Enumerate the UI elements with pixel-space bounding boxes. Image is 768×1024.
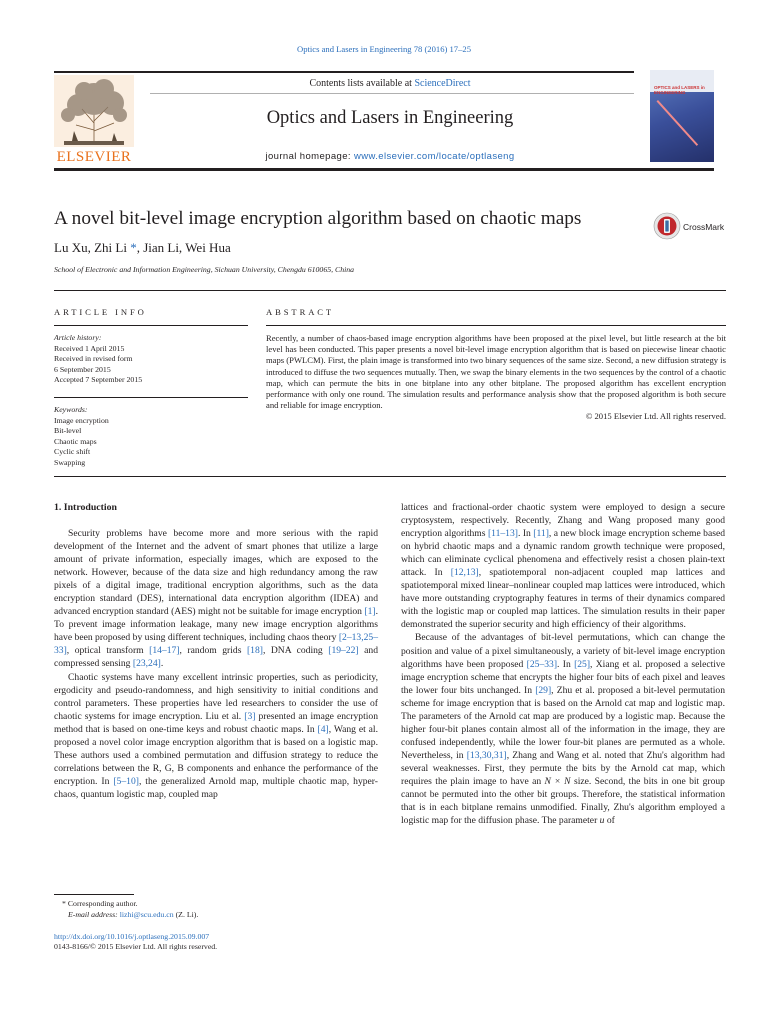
intro-paragraph-1 — [54, 527, 378, 671]
paragraph-text: . In — [517, 528, 534, 540]
email-link[interactable]: lizhi@scu.edu.cn — [119, 909, 174, 919]
introduction-heading: 1. Introduction — [54, 502, 117, 513]
article-history — [54, 333, 248, 386]
email-suffix: (Z. Li). — [173, 909, 199, 919]
cover-title: OPTICS and LASERS in ENGINEERING — [654, 85, 705, 95]
paragraph-text: size. Second, the bits in one bit group cannot be permuted into the other bit groups. Therefore, the statistical information that is in each bitplane remains unmodified. Finally, Zhu's algorithm employed a logistic map for the diffusion phase. The parameter — [401, 775, 725, 827]
footnote-label: Corresponding author. — [65, 899, 138, 908]
author-list — [54, 240, 231, 256]
footnote — [54, 899, 378, 920]
paragraph-text: , Zhu et al. proposed a bit-level permutation scheme for image encryption that is based on the Arnold cat map and logistic map. The parameters of the Arnold cat map are produced by a logistic map. Because the higher four-bit planes contain almost all of the information in the image, they are confused independently, while the lower four-bit planes are permuted as a whole. Nevertheless, in — [401, 684, 725, 761]
paragraph-text: , DNA coding — [262, 645, 329, 657]
reference-link[interactable]: [18] — [246, 645, 263, 657]
contents-prefix: Contents lists available at — [309, 78, 415, 89]
reference-link[interactable]: [25–33] — [526, 658, 558, 670]
issn-line: 0143-8166/© 2015 Elsevier Ltd. All rights reserved. — [54, 942, 218, 952]
paragraph-text: , Wang et al. proposed a novel color image encryption algorithm that is based on a logistic map. These authors used a combined permutation and diffusion strategy to reduce the correlations between the R, G, B components and enhance the performance of the encryption. In — [54, 723, 378, 787]
header-top-rule — [54, 71, 634, 73]
reference-link[interactable]: [25] — [574, 658, 591, 670]
paragraph-text: , a new block image encryption scheme based on hybrid chaotic maps and a dynamic random growth technique were proposed, which can eliminate cyclical phenomena and effectively resist a chosen plain-text attack. In — [401, 528, 726, 579]
corresponding-author-mark[interactable]: * — [126, 240, 137, 255]
reference-link[interactable]: [13,30,31] — [466, 749, 507, 761]
paragraph-text: . In — [557, 658, 575, 670]
history-item: 6 September 2015 — [54, 364, 111, 374]
history-item: Received 1 April 2015 — [54, 343, 125, 353]
info-rule-2 — [54, 397, 248, 398]
intro-paragraph-2 — [54, 671, 378, 801]
journal-cover-image[interactable] — [650, 70, 714, 162]
paragraph-text: Because of the advantages of bit-level permutations, which can change the position and value of a pixel simultaneously, a variety of bit-level image encryption algorithms have been proposed — [401, 632, 725, 670]
paragraph-text: Security problems have become more and more serious with the rapid development of the Internet and the advent of smart phones that utilize a large amount of private information, especially images, which are exposed to the network. However, because of the data size and high redundancy among the raw pixels of a digital image, traditional encryption algorithms, such as the data encryption standard (DES), international data encryption algorithm (IDEA) and advanced encryption standard (AES) might not be suitable for image encryption — [54, 528, 378, 618]
paragraph-text: presented an image encryption method that is based on one-time keys and robust chaotic maps. In — [54, 710, 378, 735]
cover-laser-beam — [657, 100, 699, 146]
reference-link[interactable]: [14–17] — [149, 645, 180, 657]
homepage-prefix: journal homepage: — [265, 151, 354, 162]
abstract-text: Recently, a number of chaos-based image encryption algorithms have been proposed at the pixel level, but little research at the bit level has been conducted. This paper presents a novel bit-level image encryption algorithm that is based on piecewise linear chaotic maps (PWLCM). First, the plain image is transformed into two binary sequences of the same size. Second, a new diffusion strategy is introduced to diffuse the two sequences mutually. Then, we swap the binary elements in the two sequences by the control of a chaotic map, which can permute the bits in one bitplane into any other bitplane. The proposed algorithm has excellent encryption performance with only one round. The simulation results and performance analysis show that the proposed algorithm is both secure and reliable for image encryption. — [266, 333, 726, 411]
reference-link[interactable]: [5–10] — [113, 775, 139, 787]
paragraph-text: , Zhang and Wang et al. noted that Zhu's algorithm had several weaknesses. First, they permute the bits by the Arnold cat map, which requires the plain image to have an — [401, 749, 725, 787]
paragraph-text: of — [604, 815, 615, 827]
paragraph-text: . To prevent image information leakage, many new image encryption algorithms have been proposed by using different techniques, including chaos theory — [54, 606, 378, 644]
paragraph-text: lattices and fractional-order chaotic system were employed to design a secure cryptosystem, respectively. Recently, Zhang and Wang proposed many good encryption algorithms — [401, 502, 725, 540]
paragraph-text: and compressed sensing — [54, 645, 378, 670]
keywords — [54, 405, 248, 468]
keyword: Chaotic maps — [54, 436, 97, 446]
elsevier-wordmark: ELSEVIER — [56, 149, 132, 165]
history-item: Accepted 7 September 2015 — [54, 375, 143, 384]
info-rule-1 — [54, 325, 248, 326]
paragraph-text: , optical transform — [66, 645, 150, 657]
reference-link[interactable]: [19–22] — [328, 645, 359, 657]
reference-link[interactable]: [2–13,25–33] — [54, 632, 378, 657]
keyword: Cyclic shift — [54, 447, 91, 456]
authors-rest: , Jian Li, Wei Hua — [136, 240, 231, 255]
paragraph-text: Chaotic systems have many excellent intrinsic properties, such as periodicity, ergodicity and pseudo-randomness, and high sensitivity to initial conditions and control parameters. These properties have led researchers to consider the use of chaotic systems for image encryption. Liu et al. — [54, 671, 378, 722]
footnote-rule — [54, 894, 134, 895]
abstract-copyright: © 2015 Elsevier Ltd. All rights reserved. — [585, 411, 726, 422]
reference-link[interactable]: [12,13] — [450, 567, 479, 579]
reference-link[interactable]: [1] — [364, 606, 376, 618]
paragraph-text: . — [160, 658, 164, 670]
crossmark-icon[interactable] — [653, 212, 681, 240]
italic-text: N × N — [544, 775, 571, 787]
intro-paragraph-4 — [401, 631, 725, 827]
header-bottom-rule — [54, 168, 714, 171]
reference-link[interactable]: [11] — [533, 528, 549, 540]
sciencedirect-link[interactable]: ScienceDirect — [414, 78, 471, 89]
crossmark-label[interactable]: CrossMark — [683, 222, 725, 232]
authors-first: Lu Xu, Zhi Li — [54, 240, 127, 255]
affiliation: School of Electronic and Information Engineering, Sichuan University, Chengdu 610065, China — [54, 265, 355, 274]
paragraph-text: , spatiotemporal non-adjacent coupled map lattices and spatiotemporal mixed linear–nonlinear coupled map lattices were introduced, which have more outstanding cryptography features in terms of their dynamics compared with the logistic map or coupled map lattices. The simulation results in their paper demonstrated the superior security and high efficiency of their algorithms. — [401, 567, 725, 631]
abstract-rule — [266, 325, 726, 326]
history-item: Received in revised form — [54, 354, 133, 363]
journal-citation[interactable]: Optics and Lasers in Engineering 78 (2016) 17–25 — [297, 44, 471, 54]
journal-title: Optics and Lasers in Engineering — [266, 108, 514, 128]
keyword: Bit-level — [54, 426, 82, 435]
abstract-heading: ABSTRACT — [266, 307, 335, 317]
article-title: A novel bit-level image encryption algorithm based on chaotic maps — [54, 208, 582, 229]
reference-link[interactable]: [4] — [317, 723, 329, 735]
reference-link[interactable]: [3] — [244, 710, 256, 722]
keyword: Image encryption — [54, 415, 109, 425]
homepage-link[interactable]: www.elsevier.com/locate/optlaseng — [354, 151, 515, 162]
reference-link[interactable]: [29] — [535, 684, 552, 696]
doi-block — [54, 932, 217, 953]
journal-homepage — [150, 151, 630, 162]
paragraph-text: , random grids — [179, 645, 247, 657]
paragraph-text: , the generalized Arnold map, multiple chaotic map, hyper-chaos, quantum logistic map, coupled map — [54, 775, 378, 800]
italic-text: u — [599, 815, 605, 827]
metadata-bottom-rule — [54, 476, 726, 477]
metadata-top-rule — [54, 290, 726, 291]
keywords-label: Keywords: — [54, 405, 88, 414]
history-label: Article history: — [54, 333, 102, 342]
footnote-email — [54, 910, 378, 921]
contents-line — [150, 78, 630, 89]
abstract-body — [266, 333, 726, 423]
paragraph-text: , Xiang et al. proposed a selective image encryption scheme that encrypts the higher four bits of each pixel and leaves the lower four bits unchanged. In — [401, 658, 725, 696]
reference-link[interactable]: [23,24] — [132, 658, 161, 670]
footnote-corresponding — [54, 899, 378, 910]
reference-link[interactable]: [11–13] — [487, 528, 518, 540]
body-column-left — [54, 527, 378, 801]
contents-divider — [150, 93, 634, 94]
intro-paragraph-3 — [401, 501, 725, 631]
email-label: E-mail address: — [68, 909, 120, 919]
body-column-right — [401, 501, 725, 827]
article-info-heading: ARTICLE INFO — [54, 307, 147, 317]
footnote-mark: * — [62, 899, 66, 908]
doi-link[interactable]: http://dx.doi.org/10.1016/j.optlaseng.2015.09.007 — [54, 932, 210, 941]
keyword: Swapping — [54, 457, 86, 467]
